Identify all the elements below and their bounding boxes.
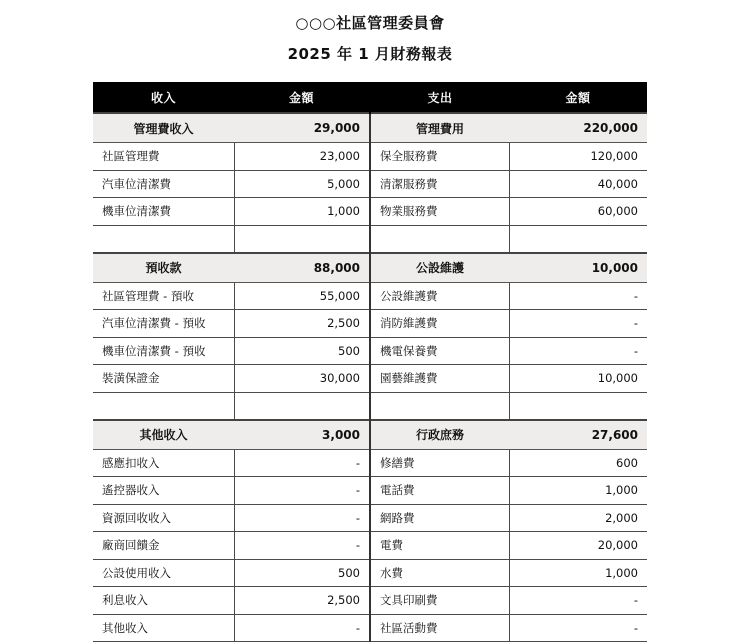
row-expense-label: 保全服務費 bbox=[370, 143, 509, 171]
row-expense-amount: 1,000 bbox=[509, 477, 647, 505]
row-expense-label: 修繕費 bbox=[370, 449, 509, 477]
row-expense-amount: 40,000 bbox=[509, 170, 647, 198]
table-row bbox=[93, 282, 647, 310]
row-income-label: 機車位清潔費 bbox=[93, 198, 234, 226]
row-income-label: 汽車位清潔費 bbox=[93, 170, 234, 198]
row-income-label: 廠商回饋金 bbox=[93, 532, 234, 560]
row-income-label: 遙控器收入 bbox=[93, 477, 234, 505]
column-header-expense-amount: 金額 bbox=[509, 82, 647, 113]
row-expense-label: 網路費 bbox=[370, 504, 509, 532]
row-expense-amount: 120,000 bbox=[509, 143, 647, 171]
title-block bbox=[0, 0, 740, 68]
row-expense-label: 園藝維護費 bbox=[370, 365, 509, 393]
spacer-cell bbox=[93, 392, 234, 420]
row-expense-amount: - bbox=[509, 337, 647, 365]
row-income-amount: 2,500 bbox=[234, 587, 370, 615]
table-row bbox=[93, 310, 647, 338]
row-income-amount: 500 bbox=[234, 559, 370, 587]
column-header-income-label: 收入 bbox=[93, 82, 234, 113]
row-expense-amount: 10,000 bbox=[509, 365, 647, 393]
spacer-row bbox=[93, 392, 647, 420]
row-expense-amount: - bbox=[509, 310, 647, 338]
row-income-label: 資源回收收入 bbox=[93, 504, 234, 532]
row-income-label: 機車位清潔費 - 預收 bbox=[93, 337, 234, 365]
section-income-label: 預收款 bbox=[93, 253, 234, 283]
row-income-amount: 5,000 bbox=[234, 170, 370, 198]
column-header-income-amount: 金額 bbox=[234, 82, 370, 113]
row-income-amount: 500 bbox=[234, 337, 370, 365]
section-row bbox=[93, 113, 647, 143]
row-expense-label: 水費 bbox=[370, 559, 509, 587]
row-expense-label: 清潔服務費 bbox=[370, 170, 509, 198]
row-income-amount: - bbox=[234, 532, 370, 560]
table-row bbox=[93, 532, 647, 560]
table-row bbox=[93, 614, 647, 642]
row-income-amount: - bbox=[234, 449, 370, 477]
financial-table bbox=[93, 82, 647, 642]
spacer-cell bbox=[234, 392, 370, 420]
section-income-amount: 29,000 bbox=[234, 113, 370, 143]
table-row bbox=[93, 365, 647, 393]
row-income-label: 社區管理費 bbox=[93, 143, 234, 171]
table-row bbox=[93, 198, 647, 226]
table-row bbox=[93, 504, 647, 532]
row-income-label: 利息收入 bbox=[93, 587, 234, 615]
row-expense-label: 電話費 bbox=[370, 477, 509, 505]
row-income-amount: 2,500 bbox=[234, 310, 370, 338]
section-income-label: 管理費收入 bbox=[93, 113, 234, 143]
table-row bbox=[93, 587, 647, 615]
table-header-row bbox=[93, 82, 647, 113]
section-income-amount: 3,000 bbox=[234, 420, 370, 450]
row-expense-amount: 600 bbox=[509, 449, 647, 477]
row-expense-label: 公設維護費 bbox=[370, 282, 509, 310]
table-row bbox=[93, 477, 647, 505]
column-header-expense-label: 支出 bbox=[370, 82, 509, 113]
row-income-label: 裝潢保證金 bbox=[93, 365, 234, 393]
row-income-amount: - bbox=[234, 477, 370, 505]
spacer-cell bbox=[370, 392, 509, 420]
row-expense-amount: 20,000 bbox=[509, 532, 647, 560]
table-row bbox=[93, 143, 647, 171]
section-expense-amount: 27,600 bbox=[509, 420, 647, 450]
section-row bbox=[93, 420, 647, 450]
row-expense-label: 機電保養費 bbox=[370, 337, 509, 365]
row-expense-amount: 60,000 bbox=[509, 198, 647, 226]
table-row bbox=[93, 559, 647, 587]
row-income-amount: 30,000 bbox=[234, 365, 370, 393]
row-income-label: 感應扣收入 bbox=[93, 449, 234, 477]
spacer-cell bbox=[234, 225, 370, 253]
row-expense-amount: - bbox=[509, 587, 647, 615]
row-expense-amount: 2,000 bbox=[509, 504, 647, 532]
row-income-amount: 55,000 bbox=[234, 282, 370, 310]
financial-table-wrapper bbox=[93, 82, 647, 642]
row-income-amount: 1,000 bbox=[234, 198, 370, 226]
section-expense-label: 管理費用 bbox=[370, 113, 509, 143]
section-row bbox=[93, 253, 647, 283]
row-income-amount: - bbox=[234, 504, 370, 532]
spacer-cell bbox=[93, 225, 234, 253]
row-expense-label: 電費 bbox=[370, 532, 509, 560]
row-expense-amount: 1,000 bbox=[509, 559, 647, 587]
row-income-label: 汽車位清潔費 - 預收 bbox=[93, 310, 234, 338]
row-expense-label: 社區活動費 bbox=[370, 614, 509, 642]
row-expense-amount: - bbox=[509, 282, 647, 310]
table-row bbox=[93, 170, 647, 198]
spacer-cell bbox=[370, 225, 509, 253]
row-expense-label: 文具印刷費 bbox=[370, 587, 509, 615]
section-income-label: 其他收入 bbox=[93, 420, 234, 450]
row-income-label: 公設使用收入 bbox=[93, 559, 234, 587]
spacer-row bbox=[93, 225, 647, 253]
page-title: ○○○社區管理委員會 bbox=[295, 14, 445, 32]
row-expense-label: 物業服務費 bbox=[370, 198, 509, 226]
spacer-cell bbox=[509, 225, 647, 253]
section-expense-label: 行政庶務 bbox=[370, 420, 509, 450]
row-expense-label: 消防維護費 bbox=[370, 310, 509, 338]
row-income-amount: - bbox=[234, 614, 370, 642]
spacer-cell bbox=[509, 392, 647, 420]
row-income-label: 社區管理費 - 預收 bbox=[93, 282, 234, 310]
section-income-amount: 88,000 bbox=[234, 253, 370, 283]
table-body bbox=[93, 113, 647, 642]
report-period-title: 2025 年 1 月財務報表 bbox=[287, 45, 453, 63]
section-expense-label: 公設維護 bbox=[370, 253, 509, 283]
row-income-amount: 23,000 bbox=[234, 143, 370, 171]
section-expense-amount: 10,000 bbox=[509, 253, 647, 283]
table-header bbox=[93, 82, 647, 113]
section-expense-amount: 220,000 bbox=[509, 113, 647, 143]
row-income-label: 其他收入 bbox=[93, 614, 234, 642]
row-expense-amount: - bbox=[509, 614, 647, 642]
table-row bbox=[93, 449, 647, 477]
table-row bbox=[93, 337, 647, 365]
